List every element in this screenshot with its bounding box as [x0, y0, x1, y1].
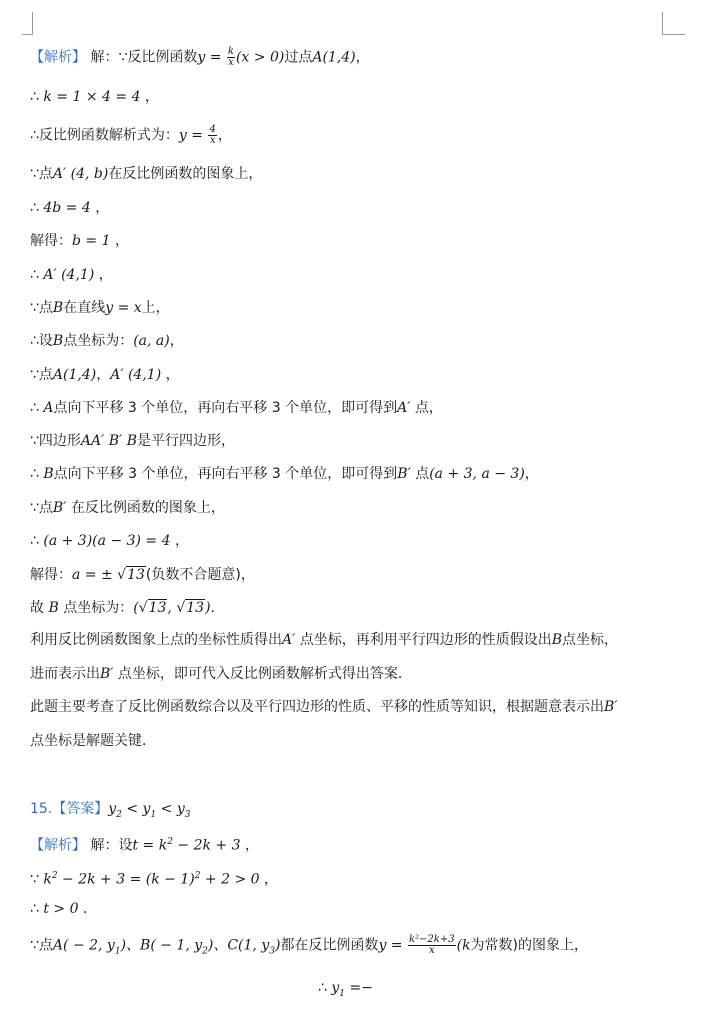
analysis-line-5: ∴ 4b = 4 ，	[30, 200, 110, 216]
analysis-line-11: ∴ A点向下平移 3 个单位，再向右平移 3 个单位，即可得到A′ 点，	[30, 400, 443, 416]
analysis-line-2: ∴ k = 1 × 4 = 4 ，	[30, 89, 159, 105]
page-corner-mark-left	[22, 12, 33, 35]
fraction-quadratic-over-x: $\frac{\text{k²−2k+3}}{x}$	[408, 934, 455, 956]
analysis-line-21: 点坐标是解题关键．	[30, 733, 156, 749]
analysis-line-16: 解得：a = ± √13(负数不合题意)，	[30, 567, 255, 583]
analysis-line-14: ∵点B′ 在反比例函数的图象上，	[30, 500, 225, 516]
analysis-line-4: ∵点A′ (4, b)在反比例函数的图象上，	[30, 166, 263, 182]
analysis-line-3: ∴反比例函数解析式为：y = $\frac{4}{x}$ ，	[30, 124, 232, 146]
analysis-line-13: ∴ B点向下平移 3 个单位，再向右平移 3 个单位，即可得到B′ 点(a + 3, a − 3)，	[30, 466, 539, 482]
analysis-tag: 【解析】	[30, 49, 86, 66]
page-corner-mark-right	[662, 12, 685, 35]
analysis-15-line-5: ∴ $y_1$ =−	[318, 980, 373, 999]
analysis-tag-15: 【解析】	[30, 837, 86, 854]
analysis-line-10: ∵点A(1,4)，A′ (4,1) ，	[30, 367, 180, 383]
analysis-line-7: ∴ A′ (4,1) ，	[30, 267, 113, 283]
analysis-15-line-2: ∵ $k^2 - 2k + 3 = (k - 1)^2 + 2 > 0$ ，	[30, 871, 278, 888]
analysis-line-18: 利用反比例函数图象上点的坐标性质得出A′ 点坐标，再利用平行四边形的性质假设出B点坐标，	[30, 632, 619, 648]
analysis-15-line-4: ∵点A( − 2, $y_1$)、B( − 1, $y_2$)、C(1, $y_3$)都在反比例函数y = $\frac{\text{k²−2k+3}}{x}$ (k为常数)的图象上，	[30, 934, 589, 957]
analysis-line-8: ∵点B在直线y = x上，	[30, 300, 170, 316]
answer-line-15: 15.【答案】$y_2 < y_1 < y_3$	[30, 801, 191, 820]
analysis-line-6: 解得：b = 1 ，	[30, 233, 129, 249]
analysis-line-1: 【解析】 解：∵反比例函数y = $\frac{k}{x}$ (x > 0)过点A(1,4)，	[30, 46, 370, 68]
analysis-15-line-3: ∴ t > 0 .	[30, 901, 88, 917]
analysis-line-20: 此题主要考查了反比例函数综合以及平行四边形的性质、平移的性质等知识，根据题意表示出B′	[30, 699, 618, 715]
analysis-15-line-1: 【解析】 解：设$t = k^2 - 2k + 3$ ，	[30, 837, 259, 854]
analysis-line-15: ∴ (a + 3)(a − 3) = 4 ，	[30, 533, 189, 549]
analysis-line-17: 故 B 点坐标为：(√13, √13).	[30, 600, 215, 616]
formula-y: y =	[197, 49, 226, 66]
analysis-line-19: 进而表示出B′ 点坐标，即可代入反比例函数解析式得出答案．	[30, 666, 412, 682]
analysis-line-12: ∵四边形AA′ B′ B是平行四边形，	[30, 433, 235, 449]
question-number: 15.	[30, 801, 53, 817]
sqrt-13-second: √13	[176, 600, 205, 616]
sqrt-13-first: √13	[138, 600, 167, 616]
fraction-k-over-x: $\frac{k}{x}$	[227, 46, 234, 68]
analysis-line-9: ∴设B点坐标为：(a, a)，	[30, 333, 184, 349]
fraction-4-over-x: $\frac{4}{x}$	[209, 124, 216, 146]
answer-tag: 【答案】	[52, 801, 109, 817]
sqrt-13: √13	[117, 567, 145, 583]
